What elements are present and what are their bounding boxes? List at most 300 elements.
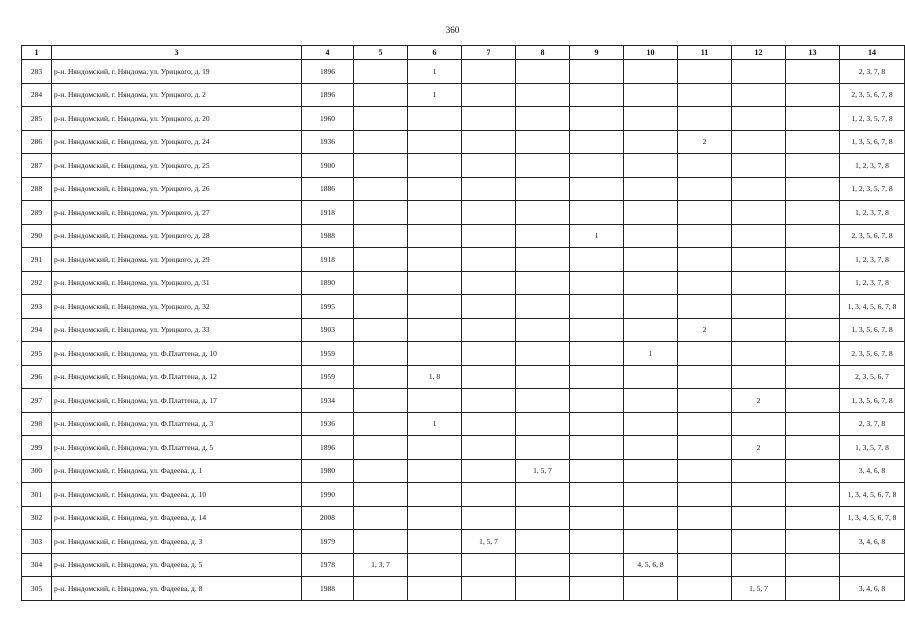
table-cell xyxy=(462,412,516,436)
table-cell: 1988 xyxy=(302,224,354,248)
column-header: 5 xyxy=(354,46,408,60)
table-cell: 1, 2, 3, 7, 8 xyxy=(840,271,905,295)
table-cell: 294 xyxy=(22,318,52,342)
table-cell: 284 xyxy=(22,83,52,107)
address-cell: р-н. Няндомский, г. Няндома, ул. Ф.Платтена, д. 3 xyxy=(52,412,302,436)
table-cell: 292 xyxy=(22,271,52,295)
table-cell xyxy=(624,154,678,178)
table-cell: 1918 xyxy=(302,201,354,225)
column-header: 3 xyxy=(52,46,302,60)
table-row xyxy=(22,154,905,178)
table-row xyxy=(22,83,905,107)
table-cell xyxy=(408,318,462,342)
table-cell xyxy=(624,60,678,84)
table-cell xyxy=(624,412,678,436)
table-cell: 3, 4, 6, 8 xyxy=(840,577,905,601)
table-cell xyxy=(354,483,408,507)
table-row xyxy=(22,60,905,84)
table-cell xyxy=(678,248,732,272)
column-header: 8 xyxy=(516,46,570,60)
table-cell: 1, 3, 5, 7, 8 xyxy=(840,436,905,460)
table-cell xyxy=(354,107,408,131)
table-row xyxy=(22,201,905,225)
table-cell xyxy=(570,553,624,577)
table-cell: 283 xyxy=(22,60,52,84)
table-cell xyxy=(786,365,840,389)
table-cell xyxy=(354,295,408,319)
table-cell xyxy=(678,295,732,319)
table-cell xyxy=(570,530,624,554)
table-row xyxy=(22,295,905,319)
table-cell xyxy=(732,201,786,225)
table-cell xyxy=(732,107,786,131)
table-row xyxy=(22,365,905,389)
address-cell: р-н. Няндомский, г. Няндома, ул. Урицкого, д. 33 xyxy=(52,318,302,342)
table-cell xyxy=(732,365,786,389)
table-cell: 1896 xyxy=(302,83,354,107)
table-cell xyxy=(516,295,570,319)
table-cell xyxy=(516,530,570,554)
table-cell xyxy=(408,506,462,530)
table-cell xyxy=(786,553,840,577)
table-cell xyxy=(354,342,408,366)
table-cell: 1890 xyxy=(302,271,354,295)
column-header: 12 xyxy=(732,46,786,60)
table-cell xyxy=(570,107,624,131)
table-cell: 288 xyxy=(22,177,52,201)
table-cell xyxy=(570,459,624,483)
table-cell xyxy=(624,506,678,530)
table-cell xyxy=(732,318,786,342)
table-cell xyxy=(732,224,786,248)
table-cell xyxy=(408,530,462,554)
table-row xyxy=(22,271,905,295)
table-cell: 291 xyxy=(22,248,52,272)
column-header: 14 xyxy=(840,46,905,60)
table-cell: 300 xyxy=(22,459,52,483)
table-cell xyxy=(570,577,624,601)
table-cell xyxy=(624,271,678,295)
table-cell: 2 xyxy=(678,318,732,342)
table-cell xyxy=(786,154,840,178)
table-cell xyxy=(786,530,840,554)
table-cell xyxy=(570,436,624,460)
table-cell xyxy=(462,577,516,601)
table-cell xyxy=(678,412,732,436)
table-cell xyxy=(354,130,408,154)
table-cell: 1, 5, 7 xyxy=(516,459,570,483)
table-cell: 1, 3, 4, 5, 6, 7, 8 xyxy=(840,483,905,507)
table-cell: 2, 3, 5, 6, 7, 8 xyxy=(840,83,905,107)
table-cell xyxy=(624,365,678,389)
table-cell: 296 xyxy=(22,365,52,389)
table-cell xyxy=(786,83,840,107)
table-row xyxy=(22,436,905,460)
table-cell xyxy=(678,483,732,507)
table-cell: 290 xyxy=(22,224,52,248)
address-cell: р-н. Няндомский, г. Няндома, ул. Урицкого, д. 20 xyxy=(52,107,302,131)
table-cell: 1903 xyxy=(302,318,354,342)
table-cell xyxy=(678,365,732,389)
table-cell xyxy=(678,271,732,295)
table-row xyxy=(22,530,905,554)
table-row xyxy=(22,389,905,413)
table-cell xyxy=(462,459,516,483)
table-cell: 1 xyxy=(408,60,462,84)
table-cell: 1 xyxy=(408,412,462,436)
table-cell xyxy=(408,248,462,272)
table-cell xyxy=(732,154,786,178)
table-cell xyxy=(678,577,732,601)
table-cell xyxy=(354,412,408,436)
table-cell: 1978 xyxy=(302,553,354,577)
table-cell xyxy=(786,459,840,483)
table-cell xyxy=(516,577,570,601)
table-cell xyxy=(732,130,786,154)
table-cell xyxy=(624,530,678,554)
table-cell xyxy=(786,107,840,131)
table-cell: 1960 xyxy=(302,107,354,131)
table-cell: 1990 xyxy=(302,483,354,507)
table-cell xyxy=(408,295,462,319)
table-cell xyxy=(354,318,408,342)
table-cell: 2, 3, 5, 6, 7, 8 xyxy=(840,224,905,248)
table-cell xyxy=(516,483,570,507)
table-cell: 1, 5, 7 xyxy=(732,577,786,601)
table-cell xyxy=(570,318,624,342)
table-cell xyxy=(354,60,408,84)
table-cell: 1, 3, 5, 6, 7, 8 xyxy=(840,130,905,154)
table-cell xyxy=(354,365,408,389)
table-cell: 2, 3, 7, 8 xyxy=(840,60,905,84)
table-row xyxy=(22,412,905,436)
table-cell xyxy=(732,60,786,84)
table-cell xyxy=(462,506,516,530)
table-row xyxy=(22,577,905,601)
table-cell xyxy=(516,83,570,107)
table-row xyxy=(22,177,905,201)
table-cell xyxy=(786,177,840,201)
table-cell xyxy=(624,130,678,154)
table-cell xyxy=(462,436,516,460)
table-cell: 303 xyxy=(22,530,52,554)
table-cell xyxy=(678,177,732,201)
table-cell xyxy=(516,365,570,389)
address-cell: р-н. Няндомский, г. Няндома, ул. Ф.Платтена, д. 12 xyxy=(52,365,302,389)
table-cell xyxy=(732,83,786,107)
table-cell xyxy=(462,201,516,225)
table-cell xyxy=(408,224,462,248)
table-cell xyxy=(732,342,786,366)
table-cell: 1 xyxy=(408,83,462,107)
table-cell: 1896 xyxy=(302,60,354,84)
table-row xyxy=(22,130,905,154)
column-header: 7 xyxy=(462,46,516,60)
table-cell xyxy=(678,83,732,107)
table-cell: 301 xyxy=(22,483,52,507)
table-cell xyxy=(624,83,678,107)
table-cell: 1, 2, 3, 7, 8 xyxy=(840,248,905,272)
table-cell xyxy=(624,107,678,131)
table-cell xyxy=(462,154,516,178)
table-cell: 299 xyxy=(22,436,52,460)
address-cell: р-н. Няндомский, г. Няндома, ул. Урицкого, д. 29 xyxy=(52,248,302,272)
table-cell xyxy=(786,201,840,225)
table-cell: 4, 5, 6, 8 xyxy=(624,553,678,577)
table-cell xyxy=(786,318,840,342)
address-cell: р-н. Няндомский, г. Няндома, ул. Урицкого, д. 32 xyxy=(52,295,302,319)
table-cell: 1, 3, 7 xyxy=(354,553,408,577)
table-cell xyxy=(354,459,408,483)
table-cell xyxy=(678,506,732,530)
table-cell xyxy=(678,530,732,554)
table-cell xyxy=(570,130,624,154)
table-cell xyxy=(354,177,408,201)
table-cell xyxy=(570,271,624,295)
table-cell xyxy=(570,365,624,389)
column-header: 9 xyxy=(570,46,624,60)
table-cell xyxy=(570,342,624,366)
column-header: 1 xyxy=(22,46,52,60)
column-header: 6 xyxy=(408,46,462,60)
table-cell xyxy=(516,201,570,225)
table-body xyxy=(22,60,905,601)
table-cell: 285 xyxy=(22,107,52,131)
table-cell xyxy=(570,154,624,178)
table-cell xyxy=(678,154,732,178)
table-cell xyxy=(354,83,408,107)
table-cell xyxy=(516,224,570,248)
table-cell xyxy=(678,342,732,366)
column-header: 4 xyxy=(302,46,354,60)
table-cell xyxy=(516,107,570,131)
table-cell xyxy=(624,177,678,201)
table-cell xyxy=(570,483,624,507)
table-cell xyxy=(732,177,786,201)
table-cell: 287 xyxy=(22,154,52,178)
address-cell: р-н. Няндомский, г. Няндома, ул. Ф.Платтена, д. 17 xyxy=(52,389,302,413)
address-cell: р-н. Няндомский, г. Няндома, ул. Фадеева, д. 14 xyxy=(52,506,302,530)
table-cell xyxy=(354,506,408,530)
table-cell xyxy=(570,177,624,201)
column-header: 10 xyxy=(624,46,678,60)
address-cell: р-н. Няндомский, г. Няндома, ул. Урицкого, д. 26 xyxy=(52,177,302,201)
address-cell: р-н. Няндомский, г. Няндома, ул. Фадеева, д. 1 xyxy=(52,459,302,483)
table-cell: 2, 3, 7, 8 xyxy=(840,412,905,436)
table-cell: 1, 2, 3, 7, 8 xyxy=(840,154,905,178)
table-cell: 1, 3, 5, 6, 7, 8 xyxy=(840,318,905,342)
table-cell: 305 xyxy=(22,577,52,601)
table-cell: 1988 xyxy=(302,577,354,601)
table-cell xyxy=(570,201,624,225)
table-cell xyxy=(408,130,462,154)
table-cell xyxy=(786,224,840,248)
table-cell xyxy=(516,177,570,201)
table-cell xyxy=(624,389,678,413)
table-cell xyxy=(732,248,786,272)
table-cell xyxy=(354,271,408,295)
table-cell xyxy=(678,60,732,84)
table-cell xyxy=(516,130,570,154)
table-cell: 1 xyxy=(624,342,678,366)
table-cell: 302 xyxy=(22,506,52,530)
table-cell xyxy=(678,389,732,413)
table-cell xyxy=(354,224,408,248)
table-cell xyxy=(462,295,516,319)
table-cell: 1 xyxy=(570,224,624,248)
table-cell xyxy=(786,577,840,601)
table-cell: 1934 xyxy=(302,389,354,413)
table-row xyxy=(22,224,905,248)
table-cell xyxy=(354,154,408,178)
table-cell xyxy=(516,389,570,413)
table-cell xyxy=(408,342,462,366)
table-cell xyxy=(408,177,462,201)
table-cell: 2 xyxy=(732,436,786,460)
table-cell xyxy=(570,248,624,272)
address-cell: р-н. Няндомский, г. Няндома, ул. Урицкого, д. 25 xyxy=(52,154,302,178)
table-cell: 1896 xyxy=(302,436,354,460)
table-cell xyxy=(786,130,840,154)
table-row xyxy=(22,107,905,131)
table-cell xyxy=(354,201,408,225)
table-cell: 1979 xyxy=(302,530,354,554)
table-cell xyxy=(462,483,516,507)
table-row xyxy=(22,459,905,483)
table-cell: 1918 xyxy=(302,248,354,272)
table-cell xyxy=(408,577,462,601)
table-cell: 1980 xyxy=(302,459,354,483)
column-header: 11 xyxy=(678,46,732,60)
table-cell xyxy=(462,318,516,342)
table-cell xyxy=(462,248,516,272)
table-cell xyxy=(408,107,462,131)
table-cell xyxy=(732,412,786,436)
table-cell xyxy=(786,60,840,84)
table-cell: 2 xyxy=(732,389,786,413)
column-header: 13 xyxy=(786,46,840,60)
header-row xyxy=(22,46,905,60)
table-cell xyxy=(516,271,570,295)
address-cell: р-н. Няндомский, г. Няндома, ул. Урицкого, д. 19 xyxy=(52,60,302,84)
table-cell xyxy=(354,436,408,460)
buildings-table xyxy=(21,45,905,601)
page-number: 360 xyxy=(445,25,460,35)
table-cell: 297 xyxy=(22,389,52,413)
table-cell xyxy=(462,365,516,389)
table-cell xyxy=(516,60,570,84)
table-cell xyxy=(516,436,570,460)
table-cell xyxy=(678,459,732,483)
table-row xyxy=(22,553,905,577)
table-cell xyxy=(624,248,678,272)
table-cell xyxy=(570,295,624,319)
table-cell xyxy=(570,60,624,84)
table-cell xyxy=(786,248,840,272)
table-cell xyxy=(786,436,840,460)
table-cell xyxy=(570,83,624,107)
table-cell: 289 xyxy=(22,201,52,225)
table-cell: 293 xyxy=(22,295,52,319)
table-cell xyxy=(462,107,516,131)
address-cell: р-н. Няндомский, г. Няндома, ул. Ф.Платтена, д. 10 xyxy=(52,342,302,366)
table-cell xyxy=(786,389,840,413)
table-cell: 1959 xyxy=(302,342,354,366)
table-cell xyxy=(570,506,624,530)
table-row xyxy=(22,318,905,342)
table-cell xyxy=(462,83,516,107)
table-cell xyxy=(678,436,732,460)
table-row xyxy=(22,506,905,530)
table-cell xyxy=(678,553,732,577)
table-cell xyxy=(462,60,516,84)
table-cell xyxy=(408,201,462,225)
table-cell xyxy=(354,530,408,554)
table-cell xyxy=(516,553,570,577)
table-cell xyxy=(678,201,732,225)
table-cell xyxy=(786,412,840,436)
table-cell: 295 xyxy=(22,342,52,366)
table-cell: 298 xyxy=(22,412,52,436)
table-row xyxy=(22,483,905,507)
table-cell xyxy=(678,107,732,131)
table-cell xyxy=(408,389,462,413)
table-cell: 2008 xyxy=(302,506,354,530)
table-cell: 3, 4, 6, 8 xyxy=(840,530,905,554)
table-cell: 2, 3, 5, 6, 7, 8 xyxy=(840,342,905,366)
table-cell: 1, 2, 3, 7, 8 xyxy=(840,201,905,225)
table-cell xyxy=(462,389,516,413)
table-cell xyxy=(516,248,570,272)
table-cell xyxy=(786,271,840,295)
table-cell xyxy=(354,577,408,601)
table-cell xyxy=(462,553,516,577)
table-cell: 1, 8 xyxy=(408,365,462,389)
table-cell xyxy=(516,342,570,366)
table-cell xyxy=(732,295,786,319)
table-cell xyxy=(624,483,678,507)
table-cell xyxy=(678,224,732,248)
table-cell xyxy=(786,342,840,366)
address-cell: р-н. Няндомский, г. Няндома, ул. Фадеева, д. 5 xyxy=(52,553,302,577)
table-cell xyxy=(624,459,678,483)
table-cell: 1, 2, 3, 5, 7, 8 xyxy=(840,177,905,201)
address-cell: р-н. Няндомский, г. Няндома, ул. Урицкого, д. 28 xyxy=(52,224,302,248)
table-cell: 1936 xyxy=(302,412,354,436)
address-cell: р-н. Няндомский, г. Няндома, ул. Ф.Платтена, д. 5 xyxy=(52,436,302,460)
table-cell xyxy=(516,154,570,178)
table-cell xyxy=(462,342,516,366)
table-cell: 1, 3, 4, 5, 6, 7, 8 xyxy=(840,295,905,319)
address-cell: р-н. Няндомский, г. Няндома, ул. Урицкого, д. 24 xyxy=(52,130,302,154)
table-cell xyxy=(624,201,678,225)
table-cell: 1, 3, 4, 5, 6, 7, 8 xyxy=(840,506,905,530)
table-cell xyxy=(624,295,678,319)
table-cell xyxy=(408,271,462,295)
table-cell xyxy=(786,506,840,530)
table-cell xyxy=(408,154,462,178)
table-cell xyxy=(624,577,678,601)
table-cell xyxy=(516,506,570,530)
table-cell xyxy=(624,224,678,248)
table-cell: 1, 5, 7 xyxy=(462,530,516,554)
table-cell xyxy=(462,177,516,201)
table-cell: 2 xyxy=(678,130,732,154)
table-cell: 286 xyxy=(22,130,52,154)
table-row xyxy=(22,342,905,366)
address-cell: р-н. Няндомский, г. Няндома, ул. Фадеева, д. 3 xyxy=(52,530,302,554)
table-cell: 1, 2, 3, 5, 7, 8 xyxy=(840,107,905,131)
